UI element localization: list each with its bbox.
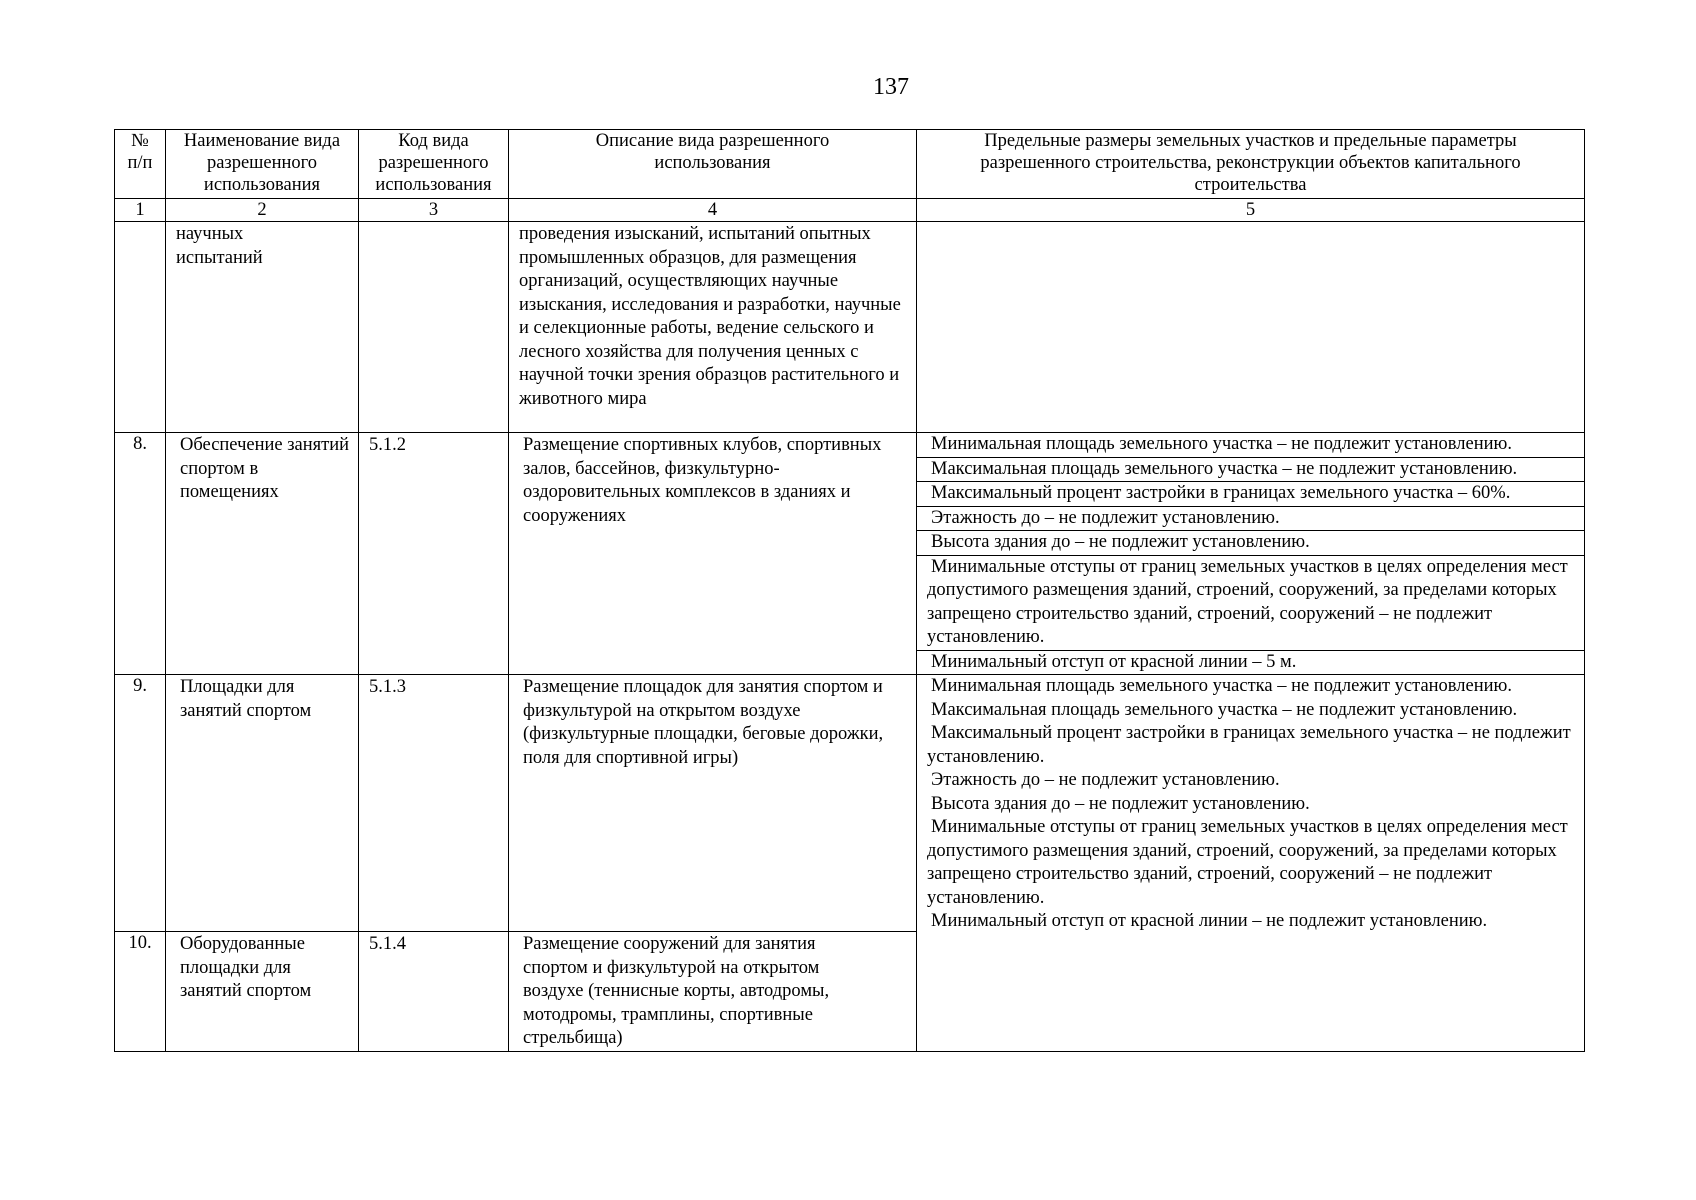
row-number: 8. [115,433,166,675]
param-line: Максимальный процент застройки в границах земельного участка – 60%. [917,482,1584,507]
land-use-table [114,129,1585,1052]
param-line [927,816,1578,910]
row-code: 5.1.4 [359,932,509,1052]
table-row [115,222,1585,433]
row-code [359,222,509,433]
row-name [166,222,359,433]
row-description [509,675,917,932]
row-number: 9. [115,675,166,932]
row-description-text: Размещение сооружений для занятия спортом и физкультурой на открытом воздухе (теннисные корты, автодромы, мотодромы, трамплины, спортивные стрельбища) [523,934,830,1048]
param-line: Минимальный отступ от красной линии – 5 м. [931,651,1297,672]
row-name-text: научных испытаний [176,224,263,268]
table-row [115,675,1585,932]
header-params: Предельные размеры земельных участков и предельные параметры разрешенного строительства, реконструкции объектов капитального строительства [917,130,1585,199]
param-line [927,722,1578,769]
param-line: Максимальная площадь земельного участка – не подлежит установлению. [931,699,1518,720]
param-line: Высота здания до – не подлежит установлению. [917,531,1584,556]
row-number: 10. [115,932,166,1052]
col-number-3: 3 [359,199,509,222]
param-line: Минимальная площадь земельного участка – не подлежит установлению. [917,433,1584,458]
row-params [917,675,1585,1052]
col-number-4: 4 [509,199,917,222]
page-number: 137 [873,74,909,100]
param-text: Минимальные отступы от границ земельных участков в целях определения мест допустимого размещения зданий, строений, сооружений, за пределами которых запрещено строительство зданий, строений, сооружений – не подлежит установлению. [927,556,1568,647]
table-header-row [115,130,1585,199]
col-number-2: 2 [166,199,359,222]
row-name-text: Площадки для занятий спортом [180,677,312,721]
row-name [166,932,359,1052]
header-code: Код вида разрешенного использования [359,130,509,199]
param-line: Минимальный отступ от красной линии – не подлежит установлению. [931,911,1488,931]
param-line [917,556,1584,651]
row-number [115,222,166,433]
row-code: 5.1.3 [359,675,509,932]
row-name [166,675,359,932]
row-params [917,433,1585,675]
row-params [917,222,1585,433]
param-line: Высота здания до – не подлежит установлению. [931,793,1310,814]
row-description-text: Размещение площадок для занятия спортом и физкультурой на открытом воздухе (физкультурные площадки, беговые дорожки, поля для спортивной игры) [523,677,884,768]
col-number-1: 1 [115,199,166,222]
row-description [509,932,917,1052]
row-code: 5.1.2 [359,433,509,675]
param-line: Этажность до – не подлежит установлению. [917,507,1584,532]
header-number: № п/п [115,130,166,199]
row-name-text: Обеспечение занятий спортом в помещениях [180,435,350,502]
table-row [115,433,1585,675]
row-description-text: Размещение спортивных клубов, спортивных залов, бассейнов, физкультурно-оздоровительных комплексов в зданиях и сооружениях [523,435,882,526]
param-line: Этажность до – не подлежит установлению. [931,770,1280,790]
header-description: Описание вида разрешенного использования [509,130,917,199]
column-number-row [115,199,1585,222]
row-description [509,433,917,675]
row-name [166,433,359,675]
row-name-text: Оборудованные площадки для занятий спортом [180,934,312,1001]
param-line: Максимальная площадь земельного участка – не подлежит установлению. [917,458,1584,483]
param-text: Минимальные отступы от границ земельных участков в целях определения мест допустимого размещения зданий, строений, сооружений, за пределами которых запрещено строительство зданий, строений, сооружений – не подлежит установлению. [927,817,1568,908]
param-text: Максимальный процент застройки в границах земельного участка – не подлежит установлению. [927,723,1571,767]
row-description: проведения изысканий, испытаний опытных промышленных образцов, для размещения организаций, осуществляющих научные изыскания, исследования и разработки, научные и селекционные работы, ведение сельского и лесного хозяйства для получения ценных с научной точки зрения образцов растительного и животного мира [509,222,917,433]
col-number-5: 5 [917,199,1585,222]
param-line: Минимальная площадь земельного участка – не подлежит установлению. [931,676,1512,696]
header-name: Наименование вида разрешенного использования [166,130,359,199]
params-block [917,675,1584,934]
